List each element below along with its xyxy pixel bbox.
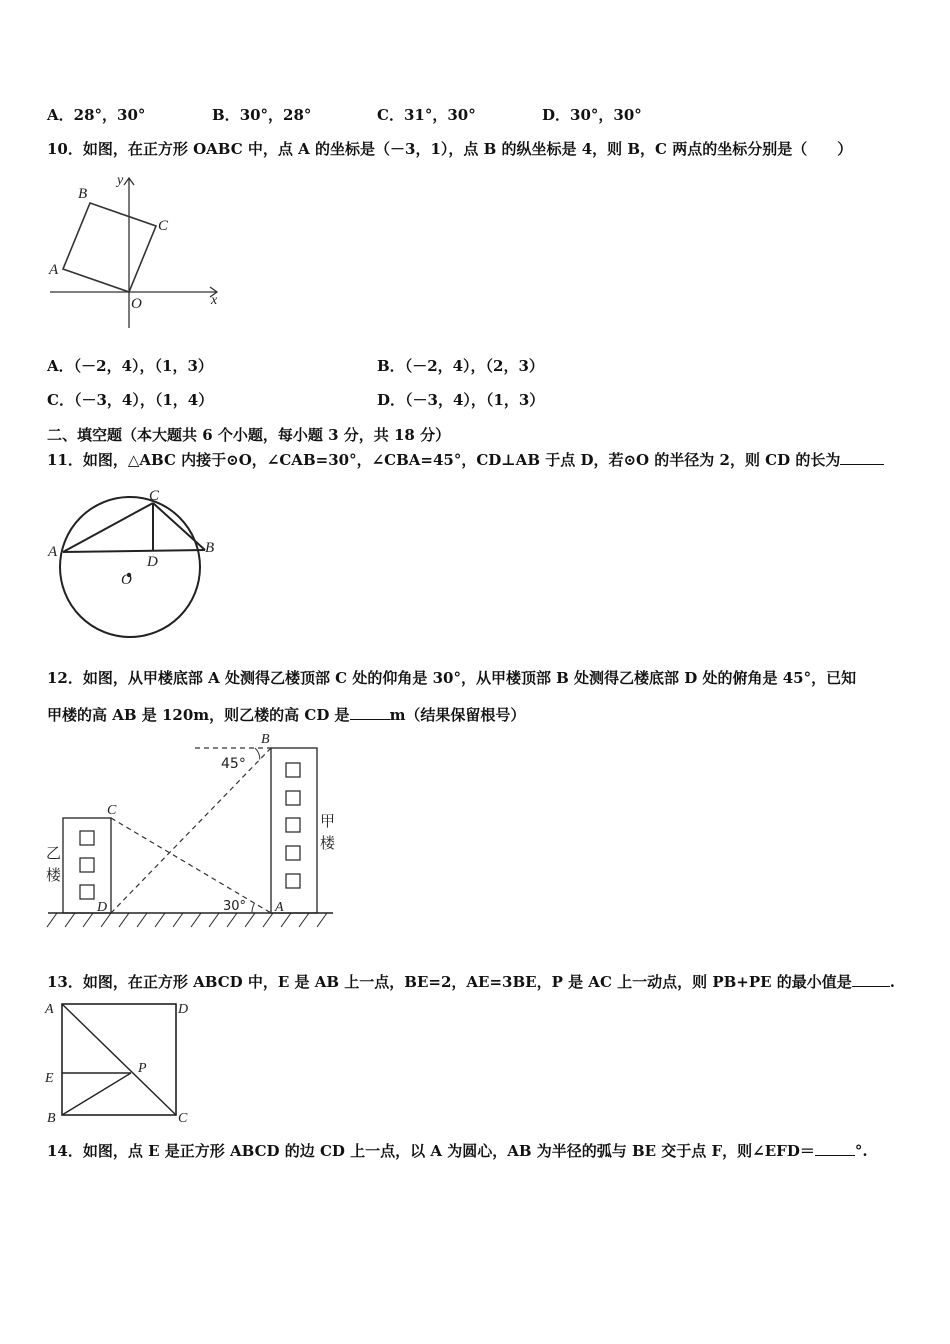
label-jia-lou: 楼 (320, 834, 336, 852)
angle-arc-45 (255, 748, 260, 760)
q10-figure (45, 168, 230, 333)
q11-stem: 11．如图，△ABC 内接于⊙O，∠CAB=30°，∠CBA=45°，CD⊥AB 于点 D，若⊙O 的半径为 2，则 CD 的长为 (47, 449, 884, 470)
q9-option-d: D．30°，30° (542, 106, 642, 124)
label-p: P (138, 1061, 147, 1076)
angle-arc-30 (252, 903, 255, 913)
q13-answer-blank[interactable] (852, 972, 890, 987)
q10-option-d: D．（－3，4），（1，3） (377, 391, 545, 409)
segment-bp (62, 1073, 131, 1115)
window (286, 818, 300, 832)
q13-stem: 13．如图，在正方形 ABCD 中，E 是 AB 上一点，BE=2，AE=3BE，P 是 AC 上一动点，则 PB+PE 的最小值是 . (47, 973, 896, 991)
q10-option-c: C．（－3，4），（1，4） (47, 391, 214, 409)
q12-answer-blank[interactable] (350, 705, 390, 720)
sight-line-ac (111, 818, 271, 913)
label-d: D (178, 1002, 189, 1017)
q9-option-b: B．30°，28° (212, 106, 312, 124)
label-a: A (275, 900, 284, 915)
label-angle-30: 30° (223, 899, 247, 914)
section-2-title: 二、填空题（本大题共 6 个小题，每小题 3 分，共 18 分） (47, 426, 451, 444)
q10-option-a: A．（－2，4），（1，3） (47, 357, 213, 375)
q9-option-c: C．31°，30° (377, 106, 476, 124)
label-b: B (205, 540, 215, 556)
label-jia: 甲 (320, 812, 336, 830)
label-a: A (49, 262, 59, 278)
q12-stem-line2: 甲楼的高 AB 是 120m，则乙楼的高 CD 是 m（结果保留根号） (47, 706, 526, 724)
circle-o (60, 497, 200, 637)
label-y: y (117, 173, 124, 188)
label-angle-45: 45° (221, 756, 246, 772)
label-c: C (178, 1111, 188, 1126)
label-a: A (48, 544, 58, 560)
label-o: O (121, 572, 132, 588)
window (286, 874, 300, 888)
segment-bc (153, 503, 205, 550)
label-o: O (131, 296, 142, 312)
q12-figure (45, 730, 345, 935)
chord-ab (63, 550, 205, 552)
q14-stem: 14．如图，点 E 是正方形 ABCD 的边 CD 上一点，以 A 为圆心，AB 为半径的弧与 BE 交于点 F，则∠EFD＝ °. (47, 1142, 868, 1160)
window (80, 831, 94, 845)
window (286, 791, 300, 805)
label-a: A (45, 1002, 54, 1017)
label-yi: 乙 (46, 844, 62, 862)
label-c: C (107, 803, 117, 818)
label-c: C (149, 488, 160, 504)
label-c: C (158, 218, 169, 234)
label-e: E (45, 1071, 54, 1086)
q13-figure (42, 998, 202, 1126)
q10-stem: 10．如图，在正方形 OABC 中，点 A 的坐标是（－3，1），点 B 的纵坐标是 4，则 B，C 两点的坐标分别是（ ） (47, 140, 853, 158)
label-b: B (47, 1111, 56, 1126)
q11-answer-blank[interactable] (840, 450, 884, 465)
window (286, 763, 300, 777)
segment-ac (63, 503, 153, 552)
q10-option-b: B．（－2，4），（2，3） (377, 357, 544, 375)
window (80, 858, 94, 872)
window (286, 846, 300, 860)
label-b: B (261, 732, 270, 747)
label-d: D (97, 900, 108, 915)
square-oabc (63, 203, 156, 292)
q11-figure (45, 482, 225, 642)
q9-option-a: A．28°，30° (47, 106, 146, 124)
q12-stem-line1: 12．如图，从甲楼底部 A 处测得乙楼顶部 C 处的仰角是 30°，从甲楼顶部 B 处测得乙楼底部 D 处的俯角是 45°，已知 (47, 669, 857, 687)
label-yi-lou: 楼 (46, 866, 62, 884)
label-b: B (78, 186, 88, 202)
diagonal-ac (62, 1004, 176, 1115)
sight-line-bd (111, 748, 271, 913)
q14-answer-blank[interactable] (815, 1141, 855, 1156)
ground-hatching (47, 913, 327, 927)
label-x: x (211, 293, 218, 308)
label-d: D (147, 554, 158, 570)
window (80, 885, 94, 899)
